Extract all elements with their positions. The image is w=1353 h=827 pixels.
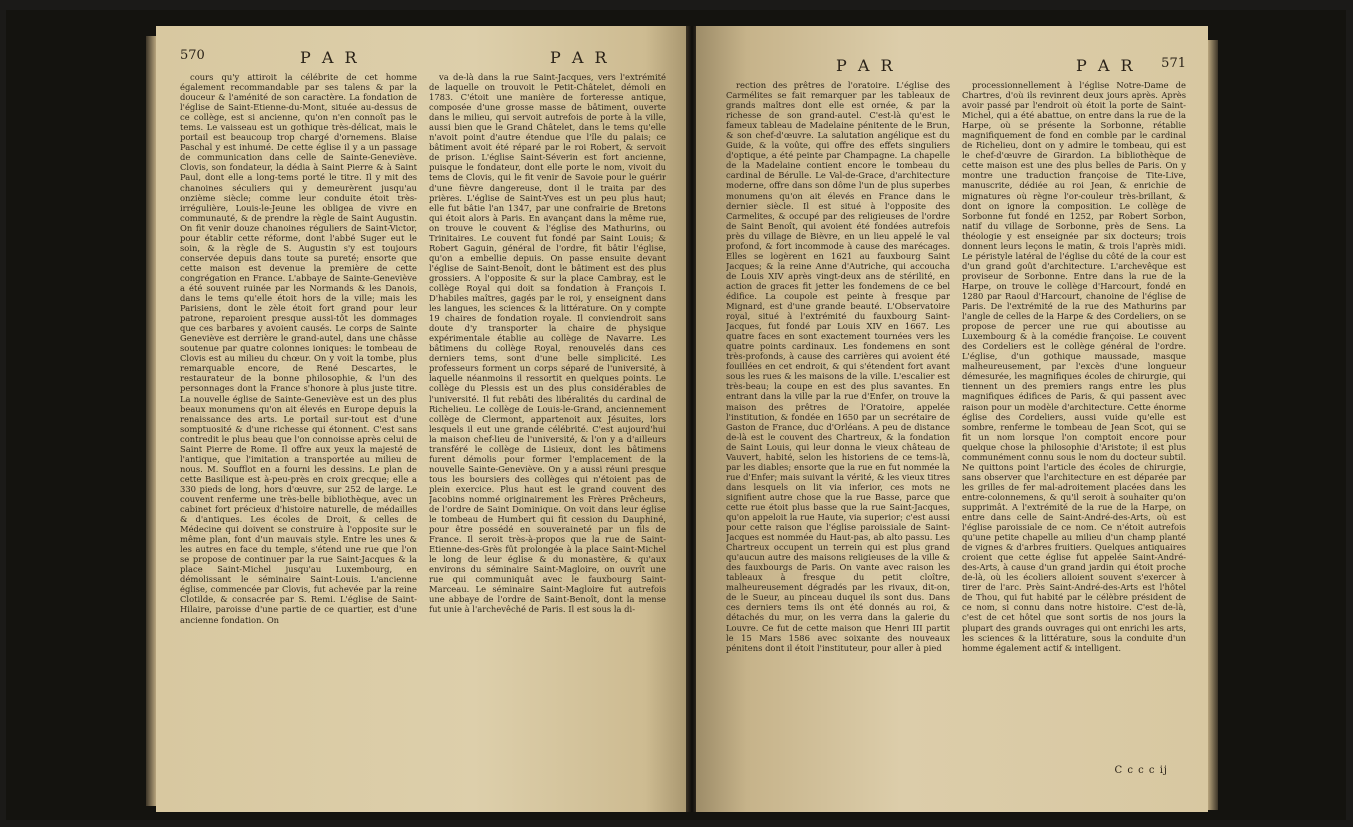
right-column-2-text: processionnellement à l'église Notre-Dame de Chartres, d'où ils revinrent deux jours après. Après avoir passé par l'endroit où étoit la porte de Saint-Michel, qui a été abattue, on entre dans la rue de la Harpe, où se présente la Sorbonne, rétablie magnifiquement de fond en comble par le cardinal de Richelieu, dont on y admire le tombeau, qui est le chef-d'œuvre de Girardon. La bibliothèque de cette maison est une des plus belles de Paris. On y montre une traduction françoise de Tite-Live, manuscrite, dédiée au roi Jean, & enrichie de mignatures où règne l'or-couleur très-brillant, & dont on ignore la composition. Le collège de Sorbonne fut fondé en 1252, par Robert Sorbon, natif du village de Sorbonne, près de Sens. La théologie y est enseignée par six docteurs; trois donnent leurs leçons le matin, & trois l'après midi. Le péristyle latéral de l'église du côté de la cour est d'un grand goût d'architecture. L'archevêque est proviseur de Sorbonne. Entre dans la rue de la Harpe, on trouve le collège d'Harcourt, fondé en 1280 par Raoul d'Harcourt, chanoine de l'église de Paris. De l'extrémité de la rue des Mathurins par l'angle de celles de la Harpe & des Cordeliers, on se propose de percer une rue qui aboutisse au Luxembourg & à la comédie françoise. Le couvent des Cordeliers est le collège général de l'ordre. L'église, d'un gothique maussade, masque malheureusement, par l'excès d'une longueur démesurée, les magnifiques écoles de chirurgie, qui tiennent un des premiers rangs entre les plus magnifiques édifices de Paris, & qui passent avec raison pour un modèle d'architecture. Cette énorme église des Cordeliers, aussi vuide qu'elle est sombre, renferme le tombeau de Jean Scot, qui se fit un nom lorsque l'on comptoit encore pour quelque chose la philosophie d'Aristote; il est plus communément connu sous le nom du docteur subtil. Ne quittons point l'article des écoles de chirurgie, sans observer que l'architecture en est déparée par les grilles de fer mal-adroitement placées dans les entre-colonnemens, & qu'il seroit à souhaiter qu'on supprimât. A l'extrémité de la rue de la Harpe, on entre dans celle de Saint-André-des-Arts, où est l'église paroissiale de ce nom. Ce n'étoit autrefois qu'une petite chapelle au milieu d'un champ planté de vignes & d'arbres fruitiers. Quelques antiquaires croient que cette église fut appelée Saint-André-des-Arts, à cause d'un grand jardin qui étoit proche de-là, où les écoliers alloient souvent s'exercer à tirer de l'arc. Près Saint-André-des-Arts est l'hôtel de Thou, qui fut habité par le célèbre président de ce nom, si connu dans notre histoire. C'est de-là, c'est de cet hôtel que sont sortis de nos jours la plupart des grands ouvrages qui ont enrichi les arts, les sciences & la littérature, sous la conduite d'un homme également actif & intelligent.: [962, 80, 1186, 653]
left-head-title-1: P A R: [300, 48, 360, 67]
left-page-number: 570: [180, 48, 205, 63]
right-head-title-2: P A R: [1076, 56, 1136, 75]
right-page-number: 571: [1161, 56, 1186, 71]
right-running-head: [726, 56, 1186, 74]
right-column-1-text: rection des prêtres de l'oratoire. L'église des Carmélites se fait remarquer par les tableaux de grands maîtres dont elle est ornée, & par la richesse de son grand-autel. C'est-là qu'est le fameux tableau de Madelaine pénitente de le Brun, & son chef-d'œuvre. La salutation angélique est du Guide, & la voûte, qui offre des effets singuliers d'optique, a été peinte par Champagne. La chapelle de la Madelaine contient encore le tombeau du cardinal de Bérulle. Le Val-de-Grace, d'architecture moderne, offre dans son dôme l'un de plus superbes monumens qu'on ait élevés en France dans le dernier siècle. Il est situé à l'opposite des Carmelites, & occupé par des religieuses de l'ordre de Saint Benoît, qui avoient été fondées autrefois près du village de Bièvre, en un lieu appelé le val profond, & fort incommode à cause des marécages. Elles se logèrent en 1621 au fauxbourg Saint Jacques; & la reine Anne d'Autriche, qui accoucha de Louis XIV après vingt-deux ans de stérilité, en action de graces fit jetter les fondemens de ce bel édifice. La coupole est peinte à fresque par Mignard, est d'une grande beauté. L'Observatoire royal, situé à l'extrémité du fauxbourg Saint-Jacques, fut fondé par Louis XIV en 1667. Les quatre faces en sont exactement tournées vers les quatre points cardinaux. Les fondemens en sont très-profonds, à cause des carrières qui avoient été fouillées en cet endroit, & qui s'étendent fort avant sous les rues & les maisons de la ville. L'escalier est très-beau; la coupe en est des plus savantes. En entrant dans la ville par la rue d'Enfer, on trouve la maison des prêtres de l'Oratoire, appelée l'institution, & fondée en 1650 par un secrétaire de Gaston de France, duc d'Orléans. A peu de distance de-là est le couvent des Chartreux, & la fondation de Saint Louis, qui leur donna le vieux château de Vauvert, habité, selon les historiens de ce tems-là, par les diables; ensorte que la rue en fut nommée la rue d'Enfer; mais suivant la vérité, & les vieux titres dans lesquels on lit via inferior, ces mots ne signifient autre chose que la rue Basse, parce que cette rue étoit plus basse que la rue Saint-Jacques, qu'on appeloit la rue Haute, via superior; c'est aussi pour cette raison que l'église paroissiale de Saint-Jacques est nommée du Haut-pas, ab alto passu. Les Chartreux occupent un terrein qui est plus grand qu'aucun autre des maisons religieuses de la ville & des fauxbourgs de Paris. On vante avec raison les tableaux à fresque du petit cloître, malheureusement dégradés par les rivaux, dit-on, de le Sueur, au pinceau duquel ils sont dus. Dans ces derniers tems ils ont été donnés au roi, & détachés du mur, on les verra dans la galerie du Louvre. Ce fut de cette maison que Henri III partit le 15 Mars 1586 avec soixante des nouveaux pénitens dont il étoit l'instituteur, pour aller à pied: [726, 80, 950, 653]
left-running-head: [180, 48, 666, 66]
left-column-2: [429, 72, 666, 792]
left-column-2-text: va de-là dans la rue Saint-Jacques, vers l'extrémité de laquelle on trouvoit le Petit-Châtelet, démoli en 1783. C'étoit une manière de forteresse antique, composée d'une grosse masse de bâtiment, ouverte dans le milieu, qui servoit autrefois de porte à la ville, aussi bien que le Grand Châtelet, dans le tems qu'elle n'avoit point d'autre étendue que l'île du palais; ce bâtiment avoit été réparé par le roi Robert, & servoit de prison. L'église Saint-Séverin est fort ancienne, puisque le fondateur, dont elle porte le nom, vivoit du tems de Clovis, qui le fit venir de Savoie pour le guérir d'une fièvre dangereuse, dont il le traita par des prières. L'église de Saint-Yves est un peu plus haut; elle fut bâtie l'an 1347, par une confrairie de Bretons qui étoit alors à Paris. En avançant dans la même rue, on trouve le couvent & l'église des Mathurins, ou Trinitaires. Le couvent fut fondé par Saint Louis; & Robert Gaguin, général de l'ordre, fit bâtir l'église, qu'on a embellie depuis. On passe ensuite devant l'église de Saint-Benoît, dont le bâtiment est des plus grossiers. A l'opposite & sur la place Cambray, est le collège Royal qui doit sa fondation à François I. D'habiles maîtres, gagés par le roi, y enseignent dans les langues, les sciences & la littérature. On y compte 19 chaires de fondation royale. Il conviendroit sans doute d'y transporter la chaire de physique expérimentale établie au collège de Navarre. Les bâtimens du collège Royal, renouvelés dans ces derniers tems, sont d'une belle simplicité. Les professeurs forment un corps séparé de l'université, à laquelle néanmoins il ressortit en quelques points. Le collège du Plessis est un des plus considérables de l'université. Il fut rebâti des libéralités du cardinal de Richelieu. Le collège de Louis-le-Grand, anciennement collège de Clermont, appartenoit aux Jésuites, lors lesquels il eut une grande célébrité. C'est aujourd'hui la maison chef-lieu de l'université, & l'on y a d'ailleurs transféré le collège de Lisieux, dont les bâtimens furent démolis pour former l'emplacement de la nouvelle Sainte-Geneviève. On y a aussi réuni presque tous les boursiers des collèges qui n'étoient pas de plein exercice. Plus haut est le grand couvent des Jacobins nommé originairement les Frères Prêcheurs, de l'ordre de Saint Dominique. On voit dans leur église le tombeau de Humbert qui fit cession du Dauphiné, pour être possédé en souveraineté par un fils de France. Il seroit très-à-propos que la rue de Saint-Etienne-des-Grès fût prolongée à la place Saint-Michel le long de leur église & du monastère, & qu'aux environs du séminaire Saint-Magloire, on ouvrît une rue qui communiquât avec le fauxbourg Saint-Marceau. Le séminaire Saint-Magloire fut autrefois une abbaye de l'ordre de Saint-Benoît, dont la mense fut unie à l'archevêché de Paris. Il est sous la di-: [429, 72, 666, 615]
left-head-title-2: P A R: [550, 48, 610, 67]
left-page: [156, 26, 688, 812]
right-column-2: [962, 80, 1186, 800]
left-column-1-text: cours qu'y attiroit la célébrite de cet homme également recommandable par ses talens & par la douceur & l'aménité de son caractère. La fondation de l'église de Saint-Etienne-du-Mont, située au-dessus de ce collège, est si ancienne, qu'on n'en connoît pas le tems. Le vaisseau est un gothique très-délicat, mais le portail est beaucoup trop chargé d'ornemens. Blaise Paschal y est inhumé. De cette église il y a un passage de communication dans celle de Sainte-Geneviève. Clovis, son fondateur, la dédia à Saint Pierre & à Saint Paul, dont elle a long-tems porté le titre. Il y mit des chanoines séculiers qui y demeurèrent jusqu'au onzième siècle; comme leur conduite étoit très-irrégulière, Louis-le-Jeune les obligea de vivre en communauté, & de prendre la règle de Saint Augustin. On fit venir douze chanoines réguliers de Saint-Victor, pour établir cette réforme, dont l'abbé Suger eut le soin, & la règle de S. Augustin s'y est toujours conservée depuis dans toute sa pureté; ensorte que cette maison est devenue la première de cette congrégation en France. L'abbaye de Sainte-Geneviève a été souvent ruinée par les Normands & les Danois, dans le tems qu'elle étoit hors de la ville; mais les Parisiens, dont le zèle étoit fort grand pour leur patrone, reparoient presque aussi-tôt les dommages que ces barbares y avoient causés. Le corps de Sainte Geneviève est derrière le grand-autel, dans une châsse soutenue par quatre colonnes ioniques: le tombeau de Clovis est au milieu du chœur. On y voit la tombe, plus remarquable encore, de René Descartes, le restaurateur de la bonne philosophie, & l'un des personnages dont la France s'honore à plus juste titre. La nouvelle église de Sainte-Geneviève est un des plus beaux monumens qu'on ait élevés en Europe depuis la renaissance des arts. Le portail sur-tout est d'une somptuosité & d'une richesse qui étonnent. C'est sans contredit le plus beau que l'on connoisse après celui de Saint Pierre de Rome. Il offre aux yeux la majesté de l'antique, que l'imitation a transportée au milieu de nous. M. Soufflot en a fourni les dessins. Le plan de cette Basilique est à-peu-près en croix grecque; elle a 330 pieds de long, hors d'œuvre, sur 252 de large. Le couvent renferme une très-belle bibliothèque, avec un cabinet fort précieux d'histoire naturelle, de médailles & d'antiques. Les écoles de Droit, & celles de Médecine qui doivent se construire à l'opposite sur le même plan, font d'un mauvais style. Entre les unes & les autres en face du temple, s'étend une rue que l'on se propose de continuer par la rue Saint-Jacques & la place Saint-Michel jusqu'au Luxembourg, en démolissant le séminaire Saint-Louis. L'ancienne église, commencée par Clovis, fut achevée par la reine Clotilde, & consacrée par S. Remi. L'église de Saint-Hilaire, paroisse d'une partie de ce quartier, est d'une ancienne fondation. On: [180, 72, 417, 625]
left-page-edge: [146, 36, 156, 806]
right-page: [696, 26, 1208, 812]
right-page-edge: [1208, 40, 1218, 810]
left-column-1: [180, 72, 417, 792]
signature-mark: C c c c ij: [1114, 765, 1168, 776]
right-column-1: [726, 80, 950, 800]
right-head-title-1: P A R: [836, 56, 896, 75]
book-spread: [6, 10, 1346, 820]
